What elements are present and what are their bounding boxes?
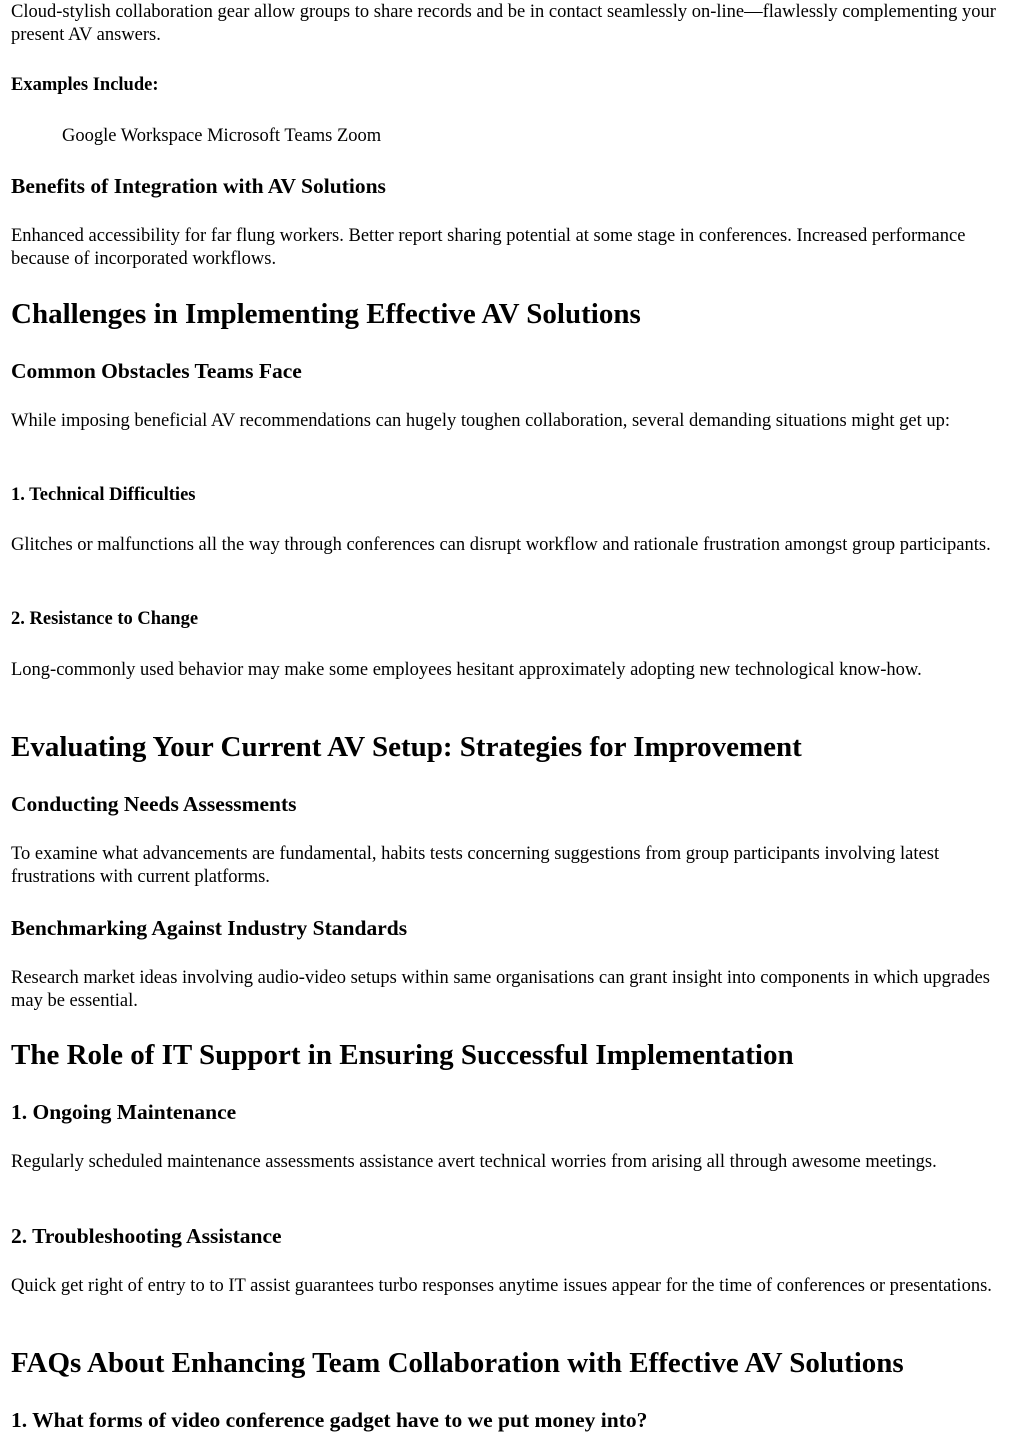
intro-paragraph: Cloud-stylish collaboration gear allow groups to share records and be in contact seamlessly on-line—flawlessly complementing your present AV answers. (11, 2, 996, 45)
technical-difficulties-heading: 1. Technical Difficulties (11, 485, 196, 505)
benefits-paragraph: Enhanced accessibility for far flung workers. Better report sharing potential at some stage in conferences. Increased performance because of incorporated workflows. (11, 226, 966, 269)
obstacles-paragraph: While imposing beneficial AV recommendations can hugely toughen collaboration, several demanding situations might get up: (11, 411, 951, 431)
faqs-heading: FAQs About Enhancing Team Collaboration with Effective AV Solutions (11, 1347, 904, 1379)
ongoing-maintenance-heading: 1. Ongoing Maintenance (11, 1100, 237, 1124)
resistance-to-change-heading: 2. Resistance to Change (11, 609, 199, 629)
it-support-heading: The Role of IT Support in Ensuring Successful Implementation (11, 1039, 794, 1071)
obstacles-heading: Common Obstacles Teams Face (11, 359, 302, 383)
needs-assessments-paragraph: To examine what advancements are fundamental, habits tests concerning suggestions from group participants involving latest frustrations with current platforms. (11, 844, 940, 887)
benefits-heading: Benefits of Integration with AV Solutions (11, 174, 386, 198)
evaluating-heading: Evaluating Your Current AV Setup: Strategies for Improvement (11, 731, 802, 763)
benchmarking-paragraph: Research market ideas involving audio-video setups within same organisations can grant insight into components in which upgrades may be essential. (11, 968, 990, 1011)
faq-question-1: 1. What forms of video conference gadget have to we put money into? (11, 1408, 648, 1432)
needs-assessments-heading: Conducting Needs Assessments (11, 792, 297, 816)
challenges-heading: Challenges in Implementing Effective AV Solutions (11, 298, 641, 330)
resistance-to-change-text: Long-commonly used behavior may make some employees hesitant approximately adopting new technological know-how. (11, 660, 922, 680)
benchmarking-heading: Benchmarking Against Industry Standards (11, 916, 408, 940)
examples-heading: Examples Include: (11, 75, 159, 95)
ongoing-maintenance-text: Regularly scheduled maintenance assessments assistance avert technical worries from arising all through awesome meetings. (11, 1152, 937, 1172)
troubleshooting-heading: 2. Troubleshooting Assistance (11, 1224, 282, 1248)
troubleshooting-text: Quick get right of entry to to IT assist guarantees turbo responses anytime issues appear for the time of conferences or presentations. (11, 1276, 992, 1296)
examples-list: Google Workspace Microsoft Teams Zoom (62, 126, 382, 146)
technical-difficulties-text: Glitches or malfunctions all the way through conferences can disrupt workflow and rationale frustration amongst group participants. (11, 535, 991, 555)
